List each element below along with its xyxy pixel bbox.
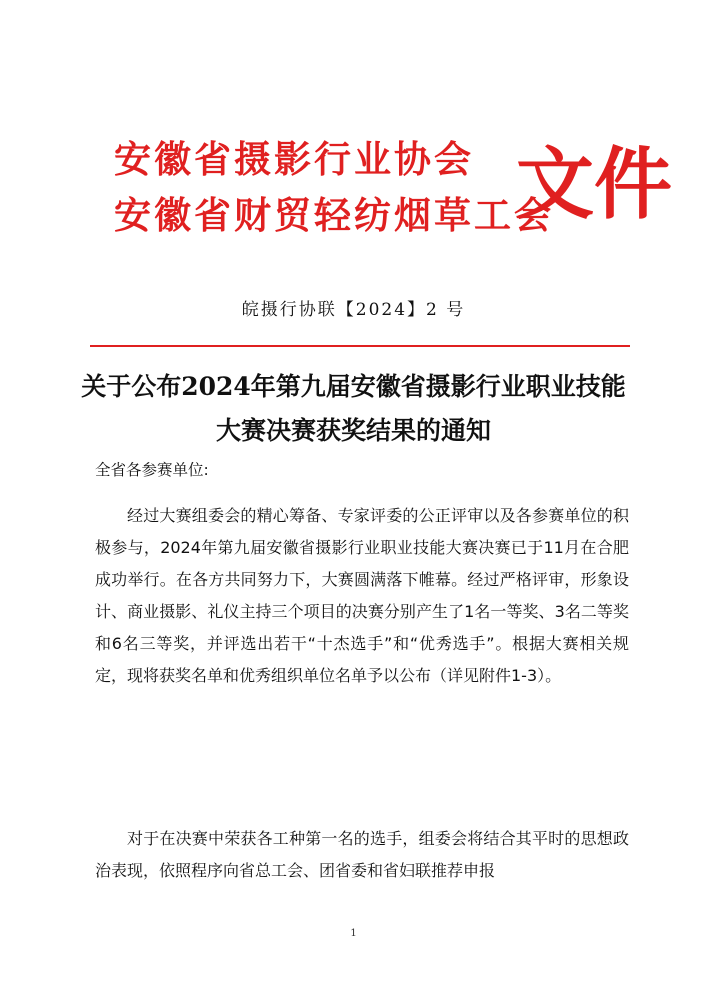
body-paragraph-1: 经过大赛组委会的精心筹备、专家评委的公正评审以及各参赛单位的积极参与，2024年第九届安徽省摄影行业职业技能大赛决赛已于11月在合肥成功举行。在各方共同努力下，大赛圆满落下帷幕。经过严格评审，形象设计、商业摄影、礼仪主持三个项目的决赛分别产生了1名一等奖、3名二等奖和6名三等奖，并评选出若干“十杰选手”和“优秀选手”。根据大赛相关规定，现将获奖名单和优秀组织单位名单予以公布（详见附件1-3）。	[95, 506, 629, 685]
red-letterhead	[100, 132, 673, 257]
red-separator-line	[90, 345, 630, 347]
org-name-photography-association: 安徽省摄影行业协会	[114, 138, 474, 181]
issuing-organizations	[114, 132, 554, 244]
salutation: 全省各参赛单位:	[95, 461, 209, 479]
notice-title-line-2: 大赛决赛获奖结果的通知	[215, 416, 491, 445]
page-number: 1	[350, 928, 357, 939]
document-type-label: 文件	[516, 140, 673, 230]
notice-title-line-1: 关于公布2024年第九届安徽省摄影行业职业技能	[81, 372, 626, 401]
notice-title	[60, 365, 647, 453]
org-name-trade-union: 安徽省财贸轻纺烟草工会	[114, 194, 554, 237]
document-number: 皖摄行协联【2024】2 号	[241, 300, 466, 320]
body-paragraph-2: 对于在决赛中荣获各工种第一名的选手，组委会将结合其平时的思想政治表现，依照程序向省总工会、团省委和省妇联推荐申报	[95, 829, 629, 880]
